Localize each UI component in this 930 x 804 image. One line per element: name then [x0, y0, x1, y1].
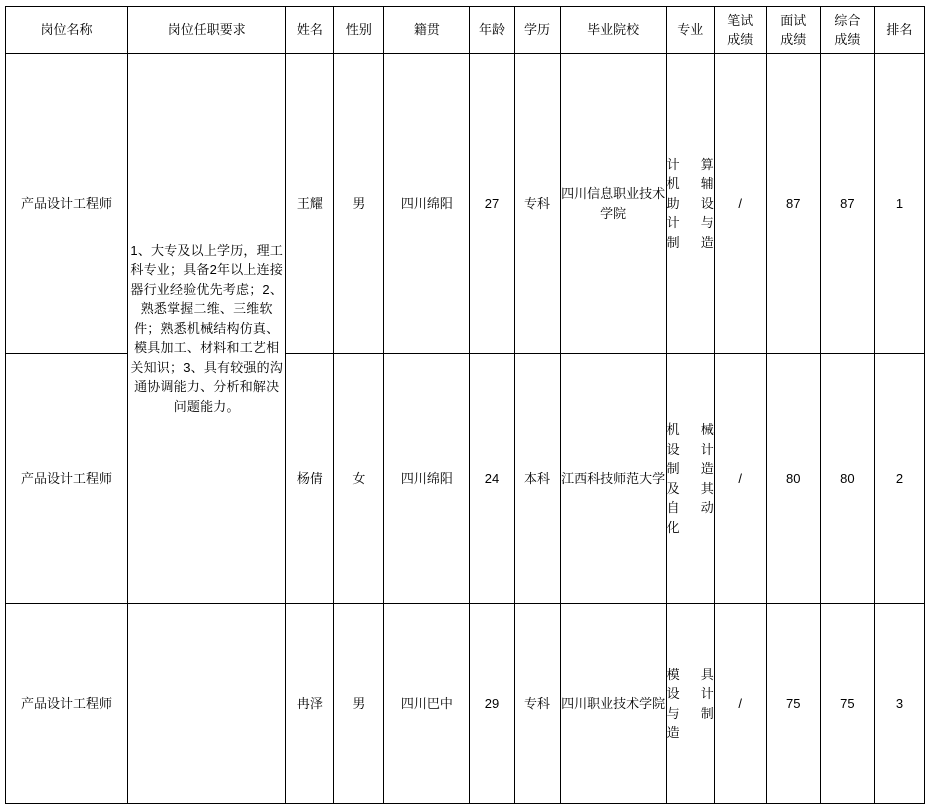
header-school: 毕业院校	[560, 7, 666, 54]
cell-major-line: 机 械	[666, 422, 714, 437]
cell-total-score: 87	[820, 54, 874, 354]
cell-post-requirement-empty	[128, 604, 286, 804]
cell-major-line: 化	[666, 519, 680, 535]
cell-interview-score: 75	[766, 604, 820, 804]
cell-rank: 3	[874, 604, 924, 804]
header-written-score-line1: 笔试	[727, 12, 754, 28]
header-total-score-line1: 综合	[834, 12, 861, 28]
cell-written-score: /	[714, 354, 766, 604]
cell-major	[666, 604, 714, 804]
recruitment-results-table	[5, 6, 925, 804]
cell-major-line: 及 其	[666, 480, 714, 496]
cell-major-line: 助 设	[666, 195, 714, 211]
cell-school: 四川信息职业技术学院	[560, 54, 666, 354]
cell-name: 杨倩	[286, 354, 334, 604]
cell-origin: 四川绵阳	[384, 54, 470, 354]
cell-rank: 1	[874, 54, 924, 354]
cell-origin: 四川绵阳	[384, 354, 470, 604]
cell-major	[666, 354, 714, 604]
cell-age: 24	[470, 354, 514, 604]
cell-major-line: 计 算	[666, 156, 714, 172]
cell-major	[666, 54, 714, 354]
cell-education: 本科	[514, 354, 560, 604]
cell-major-line: 自 动	[666, 500, 714, 515]
cell-major-line: 与 制	[666, 705, 714, 721]
header-post-name: 岗位名称	[6, 7, 128, 54]
cell-school: 四川职业技术学院	[560, 604, 666, 804]
cell-post-name: 产品设计工程师	[6, 54, 128, 354]
header-written-score	[714, 7, 766, 54]
cell-major-line: 机 辅	[666, 176, 714, 192]
cell-total-score: 80	[820, 354, 874, 604]
cell-school: 江西科技师范大学	[560, 354, 666, 604]
cell-gender: 男	[334, 604, 384, 804]
table-header-row	[6, 7, 925, 54]
cell-major-line: 设 计	[666, 441, 714, 457]
header-name: 姓名	[286, 7, 334, 54]
cell-major-line: 设 计	[666, 686, 714, 701]
header-gender: 性别	[334, 7, 384, 54]
cell-major-line: 造	[666, 725, 680, 740]
table-row	[6, 604, 925, 804]
cell-post-name: 产品设计工程师	[6, 604, 128, 804]
header-interview-score-line1: 面试	[780, 12, 807, 28]
cell-post-requirement: 1、大专及以上学历，理工科专业；具备2年以上连接器行业经验优先考虑；2、熟悉掌握二维、三维软件；熟悉机械结构仿真、模具加工、材料和工艺相关知识；3、具有较强的沟通协调能力、分析和解决问题能力。	[128, 54, 286, 604]
cell-written-score: /	[714, 604, 766, 804]
header-age: 年龄	[470, 7, 514, 54]
cell-age: 27	[470, 54, 514, 354]
table-row	[6, 54, 925, 354]
header-post-requirement: 岗位任职要求	[128, 7, 286, 54]
header-rank: 排名	[874, 7, 924, 54]
header-total-score	[820, 7, 874, 54]
cell-origin: 四川巴中	[384, 604, 470, 804]
cell-education: 专科	[514, 54, 560, 354]
cell-education: 专科	[514, 604, 560, 804]
cell-name: 王耀	[286, 54, 334, 354]
header-interview-score-line2: 成绩	[780, 32, 807, 47]
header-major: 专业	[666, 7, 714, 54]
cell-post-name: 产品设计工程师	[6, 354, 128, 604]
cell-written-score: /	[714, 54, 766, 354]
cell-gender: 女	[334, 354, 384, 604]
table-body	[6, 54, 925, 804]
cell-age: 29	[470, 604, 514, 804]
cell-rank: 2	[874, 354, 924, 604]
cell-major-line: 制 造	[666, 234, 714, 250]
header-interview-score	[766, 7, 820, 54]
header-education: 学历	[514, 7, 560, 54]
cell-name: 冉泽	[286, 604, 334, 804]
cell-gender: 男	[334, 54, 384, 354]
header-origin: 籍贯	[384, 7, 470, 54]
cell-interview-score: 87	[766, 54, 820, 354]
table-header	[6, 7, 925, 54]
cell-major-line: 制 造	[666, 461, 714, 476]
cell-major-line: 模 具	[666, 666, 714, 682]
header-total-score-line2: 成绩	[834, 32, 861, 47]
cell-major-line: 计 与	[666, 215, 714, 231]
cell-total-score: 75	[820, 604, 874, 804]
header-written-score-line2: 成绩	[727, 32, 754, 47]
cell-interview-score: 80	[766, 354, 820, 604]
